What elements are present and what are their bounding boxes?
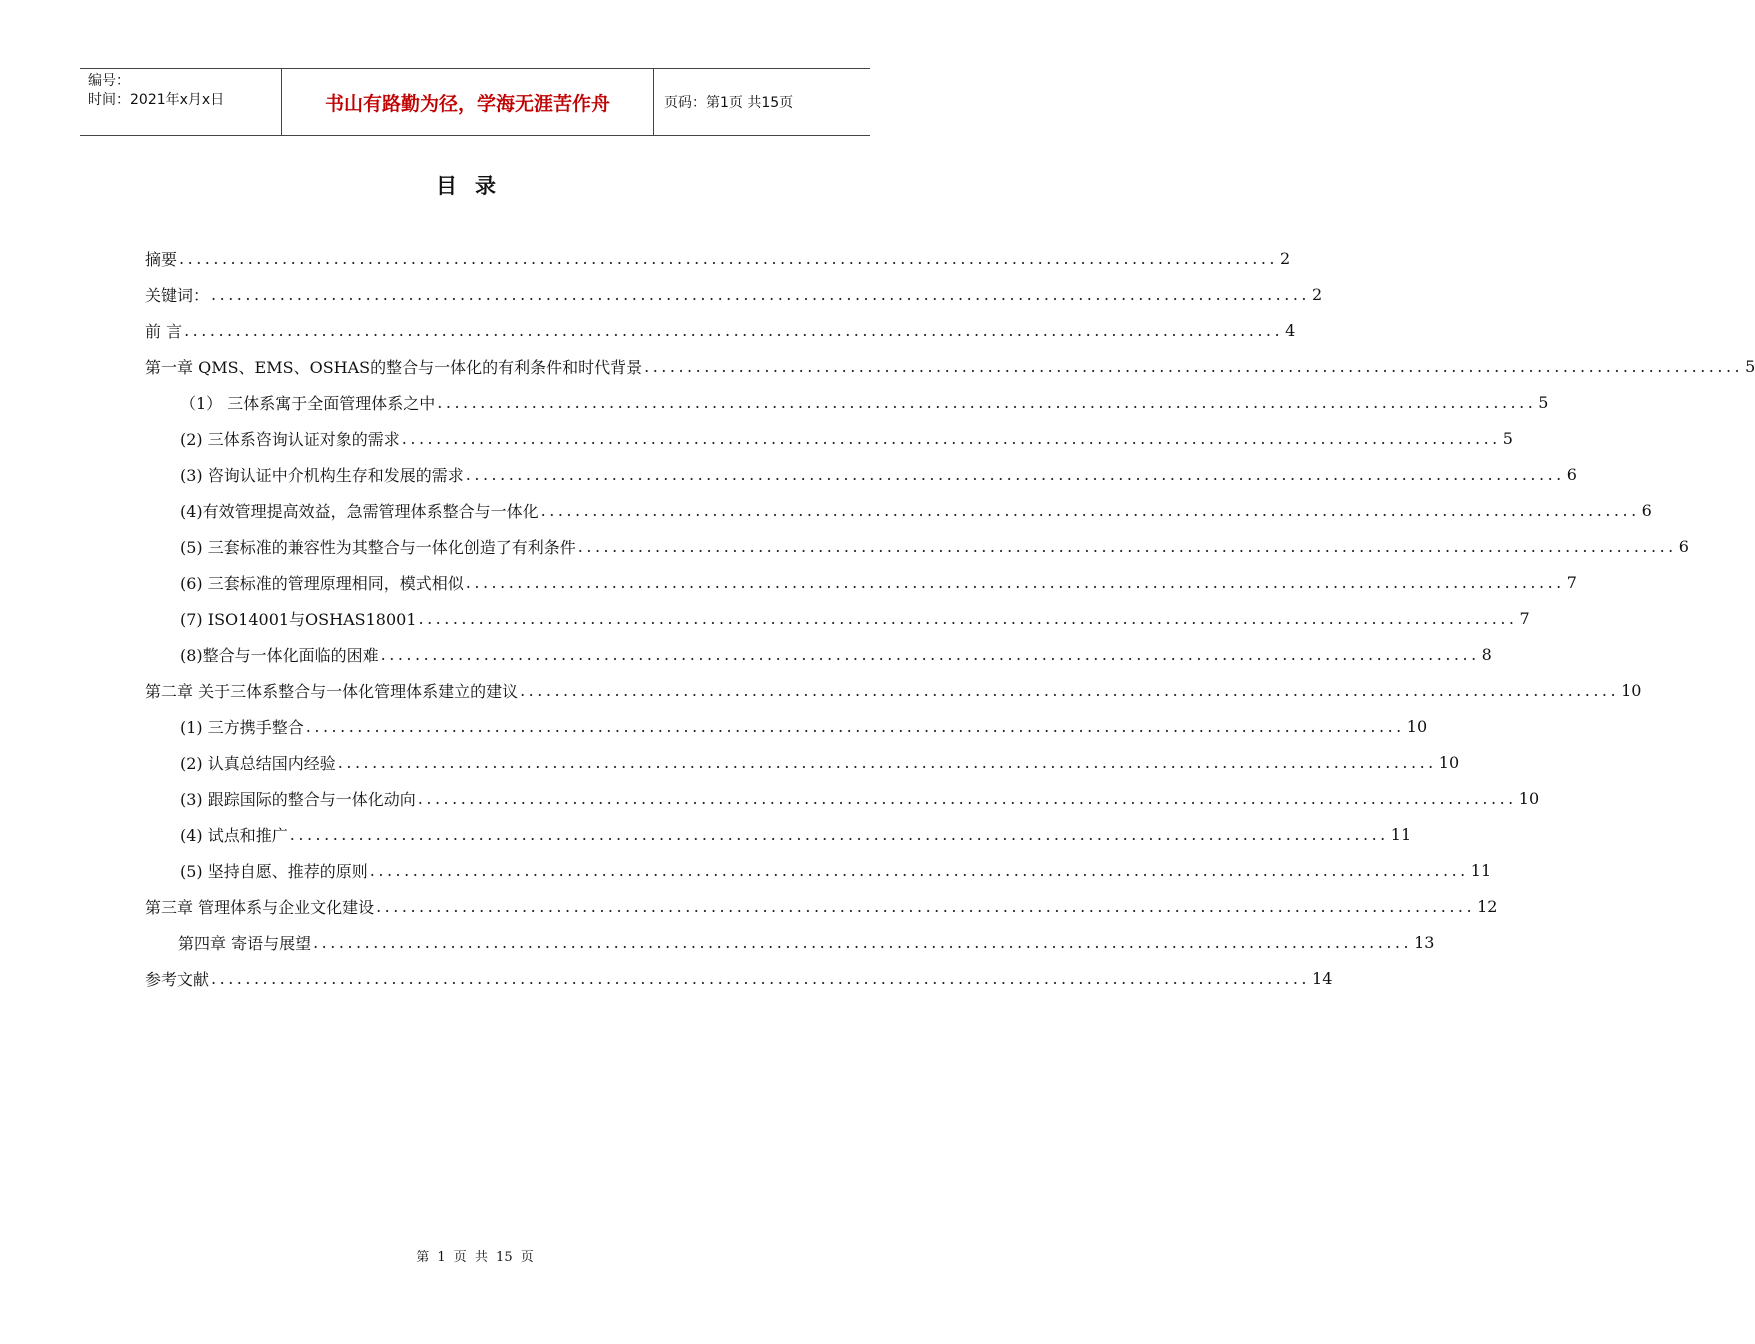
toc-entry-page: 6	[1678, 536, 1689, 556]
document-header	[80, 68, 870, 136]
toc-entry-text: (4) 试点和推广	[180, 825, 288, 845]
toc-leader-dots: ................................................................................................................................	[418, 608, 1518, 628]
toc-entry-page: 4	[1285, 320, 1296, 340]
toc-leader-dots: ................................................................................................................................	[376, 896, 1476, 916]
toc-entry-text: (5) 坚持自愿、推荐的原则	[180, 861, 368, 881]
header-motto: 书山有路勤为径，学海无涯苦作舟	[282, 69, 654, 135]
time-label: 时间：2021年x月x日	[88, 92, 225, 108]
toc-leader-dots: ................................................................................................................................	[465, 464, 1565, 484]
toc-leader-dots: ................................................................................................................................	[211, 968, 1311, 988]
toc-entry-text: 摘要	[145, 249, 178, 269]
toc-entry[interactable]	[145, 672, 1642, 708]
toc-leader-dots: ................................................................................................................................	[369, 860, 1469, 880]
toc-entry-text: （1） 三体系寓于全面管理体系之中	[180, 393, 436, 413]
toc-leader-dots: ................................................................................................................................	[184, 320, 1284, 340]
toc-entry-text: (4)有效管理提高效益，急需管理体系整合与一体化	[180, 501, 539, 521]
header-page-label: 页码：第1页 共15页	[664, 95, 794, 111]
toc-entry-page: 5	[1745, 356, 1755, 376]
toc-leader-dots: ................................................................................................................................	[417, 788, 1517, 808]
toc-entry[interactable]	[180, 816, 1412, 852]
toc-entry[interactable]	[145, 276, 1323, 312]
toc-leader-dots: ................................................................................................................................	[465, 572, 1565, 592]
toc-entry-text: (1) 三方携手整合	[180, 717, 304, 737]
toc-entry-page: 5	[1538, 392, 1549, 412]
toc-entry-page: 10	[1518, 788, 1540, 808]
toc-entry-page: 5	[1502, 428, 1513, 448]
toc-entry[interactable]	[178, 924, 1435, 960]
toc-entry-text: 第一章 QMS、EMS、OSHAS的整合与一体化的有利条件和时代背景	[145, 357, 643, 377]
toc-leader-dots: ................................................................................................................................	[211, 284, 1311, 304]
toc-entry-text: (5) 三套标准的兼容性为其整合与一体化创造了有利条件	[180, 537, 576, 557]
toc-entry-page: 10	[1406, 716, 1428, 736]
toc-entry-text: (2) 认真总结国内经验	[180, 753, 336, 773]
toc-entry[interactable]	[180, 780, 1540, 816]
toc-entry[interactable]	[180, 456, 1577, 492]
toc-leader-dots: ................................................................................................................................	[289, 824, 1389, 844]
toc-entry[interactable]	[180, 384, 1549, 420]
toc-entry[interactable]	[180, 636, 1492, 672]
toc-entry[interactable]	[180, 564, 1577, 600]
toc-entry-text: (3) 咨询认证中介机构生存和发展的需求	[180, 465, 464, 485]
toc-entry[interactable]	[180, 744, 1460, 780]
toc-entry[interactable]	[145, 960, 1333, 996]
toc-entry-page: 14	[1312, 968, 1333, 988]
toc-entry-page: 6	[1566, 464, 1577, 484]
toc-leader-dots: ................................................................................................................................	[305, 716, 1405, 736]
toc-leader-dots: ................................................................................................................................	[401, 428, 1501, 448]
toc-entry-text: 前 言	[145, 321, 183, 341]
toc-entry[interactable]	[145, 312, 1296, 348]
toc-entry[interactable]	[180, 852, 1492, 888]
toc-leader-dots: ................................................................................................................................	[380, 644, 1480, 664]
toc-entry[interactable]	[180, 528, 1689, 564]
toc-entry[interactable]	[145, 888, 1498, 924]
toc-entry-page: 6	[1641, 500, 1652, 520]
toc-entry-page: 2	[1312, 284, 1323, 304]
toc-entry-page: 10	[1438, 752, 1460, 772]
toc-leader-dots: ................................................................................................................................	[313, 932, 1413, 952]
toc-entry-text: 第三章 管理体系与企业文化建设	[145, 897, 375, 917]
toc-entry[interactable]	[180, 708, 1428, 744]
page-footer: 第 1 页 共 15 页	[416, 1250, 534, 1265]
toc-entry-page: 2	[1280, 248, 1291, 268]
toc-entry-page: 7	[1566, 572, 1577, 592]
toc-entry-text: (2) 三体系咨询认证对象的需求	[180, 429, 400, 449]
toc-entry-page: 8	[1481, 644, 1492, 664]
toc-leader-dots: ................................................................................................................................	[179, 248, 1279, 268]
toc-leader-dots: ................................................................................................................................	[577, 536, 1677, 556]
header-left-cell	[80, 69, 282, 135]
toc-entry-page: 11	[1390, 824, 1412, 844]
toc-leader-dots: ................................................................................................................................	[644, 356, 1744, 376]
toc-entry-page: 13	[1414, 932, 1435, 952]
toc-leader-dots: ................................................................................................................................	[520, 680, 1620, 700]
toc-title: 目录	[436, 174, 514, 198]
toc-entry-page: 7	[1519, 608, 1530, 628]
toc-leader-dots: ................................................................................................................................	[540, 500, 1640, 520]
toc-entry-text: 第四章 寄语与展望	[178, 933, 312, 953]
toc-entry-text: 关键词：	[145, 285, 210, 305]
toc-entry[interactable]	[145, 348, 1755, 384]
toc-entry-page: 12	[1477, 896, 1498, 916]
toc-entry-text: (8)整合与一体化面临的困难	[180, 645, 379, 665]
toc-entry-text: (7) ISO14001与OSHAS18001	[180, 609, 417, 629]
toc-entry-page: 10	[1621, 680, 1642, 700]
toc-entry-page: 11	[1470, 860, 1492, 880]
toc-entry[interactable]	[180, 600, 1530, 636]
number-label: 编号：	[88, 73, 130, 89]
toc-entry-text: (6) 三套标准的管理原理相同，模式相似	[180, 573, 464, 593]
toc-entry-text: 参考文献	[145, 969, 210, 989]
toc-entry-text: 第二章 关于三体系整合与一体化管理体系建立的建议	[145, 681, 519, 701]
toc-entry[interactable]	[180, 492, 1652, 528]
toc-entry-text: (3) 跟踪国际的整合与一体化动向	[180, 789, 416, 809]
toc-leader-dots: ................................................................................................................................	[337, 752, 1437, 772]
toc-entry[interactable]	[145, 240, 1291, 276]
toc-entry[interactable]	[180, 420, 1513, 456]
toc-leader-dots: ................................................................................................................................	[437, 392, 1537, 412]
